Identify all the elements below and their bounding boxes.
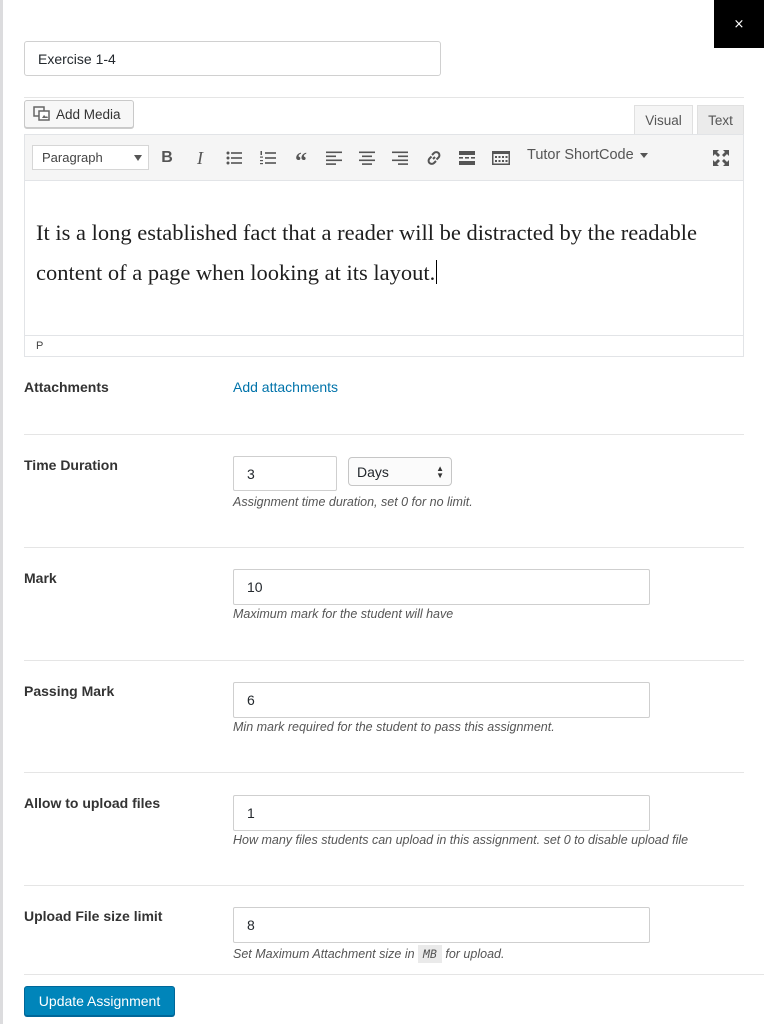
upload-files-hint: How many files students can upload in this assignment. set 0 to disable upload file bbox=[233, 833, 689, 847]
divider bbox=[24, 772, 744, 773]
attachments-label: Attachments bbox=[24, 379, 109, 395]
tab-text[interactable] bbox=[697, 105, 744, 134]
time-duration-hint: Assignment time duration, set 0 for no limit. bbox=[233, 495, 473, 509]
link-icon[interactable] bbox=[423, 147, 445, 169]
divider bbox=[24, 885, 744, 886]
divider bbox=[24, 97, 744, 98]
content-editor bbox=[24, 134, 744, 357]
add-media-icon bbox=[33, 106, 51, 122]
upload-files-value: 1 bbox=[247, 805, 255, 821]
tab-text-label: Text bbox=[708, 112, 733, 128]
editor-content[interactable] bbox=[36, 213, 736, 293]
mark-value: 10 bbox=[247, 579, 263, 595]
file-size-input[interactable] bbox=[233, 907, 650, 943]
mark-input[interactable] bbox=[233, 569, 650, 605]
update-assignment-label: Update Assignment bbox=[38, 993, 161, 1009]
align-center-icon[interactable] bbox=[356, 147, 378, 169]
read-more-icon[interactable] bbox=[456, 147, 478, 169]
file-size-value: 8 bbox=[247, 917, 255, 933]
divider bbox=[24, 547, 744, 548]
select-arrows-icon: ▲ ▼ bbox=[436, 464, 444, 480]
mark-hint: Maximum mark for the student will have bbox=[233, 607, 454, 621]
add-media-label: Add Media bbox=[56, 106, 121, 122]
align-left-icon[interactable] bbox=[323, 147, 345, 169]
time-duration-label: Time Duration bbox=[24, 457, 118, 473]
assignment-title-input[interactable] bbox=[24, 41, 441, 76]
bullet-list-icon[interactable] bbox=[223, 147, 245, 169]
update-assignment-button[interactable] bbox=[24, 986, 175, 1016]
file-size-hint-text: Set Maximum Attachment size in bbox=[233, 947, 415, 961]
tutor-shortcode-button[interactable] bbox=[527, 147, 648, 163]
mark-label: Mark bbox=[24, 570, 57, 586]
italic-icon[interactable]: I bbox=[197, 147, 203, 168]
time-duration-input[interactable] bbox=[233, 456, 337, 491]
file-size-hint bbox=[233, 947, 504, 961]
format-select-value: Paragraph bbox=[42, 150, 103, 165]
blockquote-icon[interactable]: “ bbox=[295, 149, 307, 175]
format-select[interactable] bbox=[32, 145, 149, 170]
editor-text: It is a long established fact that a reader will be distracted by the readable content of a page when looking at its layout. bbox=[36, 220, 697, 285]
time-duration-value: 3 bbox=[247, 465, 255, 482]
passing-mark-input[interactable] bbox=[233, 682, 650, 718]
tab-visual[interactable] bbox=[634, 105, 693, 134]
upload-files-input[interactable] bbox=[233, 795, 650, 831]
upload-files-label: Allow to upload files bbox=[24, 795, 161, 811]
time-unit-value: Days bbox=[357, 463, 389, 480]
tutor-shortcode-label: Tutor ShortCode bbox=[527, 147, 634, 163]
toolbar-toggle-icon[interactable] bbox=[490, 147, 512, 169]
add-attachments-link[interactable]: Add attachments bbox=[233, 379, 339, 395]
fullscreen-icon[interactable] bbox=[710, 147, 732, 169]
editor-status-bar bbox=[25, 335, 743, 356]
passing-mark-label: Passing Mark bbox=[24, 683, 115, 699]
text-cursor bbox=[436, 260, 437, 284]
divider bbox=[24, 974, 764, 975]
time-unit-select[interactable] bbox=[348, 457, 452, 486]
passing-mark-hint: Min mark required for the student to pass this assignment. bbox=[233, 720, 555, 734]
chevron-down-icon bbox=[640, 153, 648, 158]
chevron-down-icon bbox=[134, 155, 142, 161]
passing-mark-value: 6 bbox=[247, 692, 255, 708]
divider bbox=[24, 660, 744, 661]
bold-icon[interactable]: B bbox=[161, 149, 173, 166]
align-right-icon[interactable] bbox=[389, 147, 411, 169]
file-size-label: Upload File size limit bbox=[24, 908, 163, 924]
editor-toolbar bbox=[25, 135, 743, 181]
file-size-unit-code: MB bbox=[418, 945, 442, 963]
tab-visual-label: Visual bbox=[645, 112, 682, 128]
left-edge bbox=[0, 0, 3, 1024]
element-path[interactable]: P bbox=[36, 340, 44, 352]
divider bbox=[24, 434, 744, 435]
file-size-hint-suffix: for upload. bbox=[445, 947, 505, 961]
close-button[interactable] bbox=[714, 0, 764, 48]
close-icon: × bbox=[733, 16, 745, 32]
add-media-button[interactable] bbox=[24, 100, 134, 128]
numbered-list-icon[interactable] bbox=[257, 147, 279, 169]
